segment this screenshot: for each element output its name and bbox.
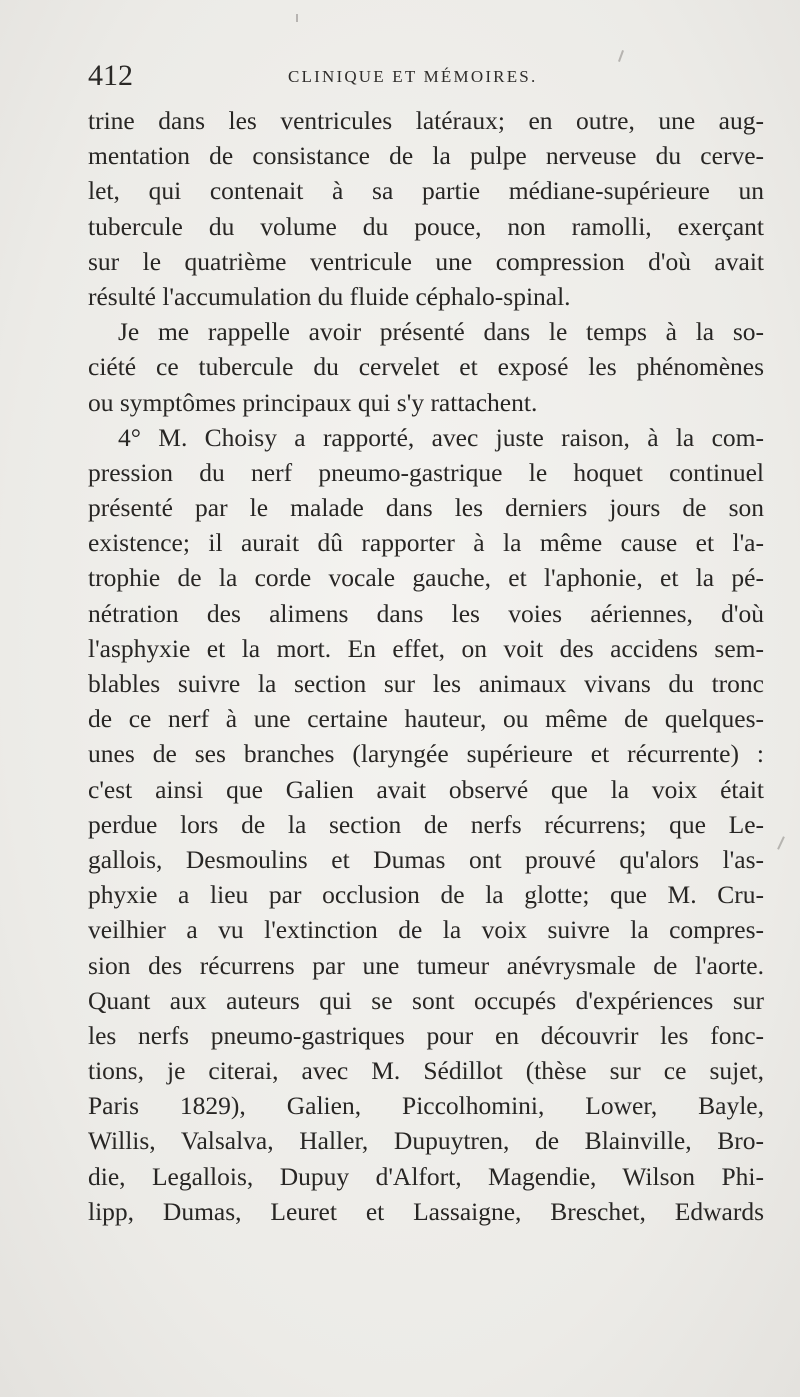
- text-line: blables suivre la section sur les animaux vivans du tronc: [88, 669, 764, 698]
- text-line: perdue lors de la section de nerfs récurrens; que Le-: [88, 809, 764, 839]
- page-number: 412: [88, 59, 133, 92]
- text-line: sur le quatrième ventricule une compression d'où avait: [88, 246, 764, 276]
- text-line: trine dans les ventricules latéraux; en outre, une aug-: [88, 106, 764, 135]
- text-line: pression du nerf pneumo-gastrique le hoquet continuel: [88, 457, 764, 487]
- text-line: mentation de consistance de la pulpe nerveuse du cerve-: [88, 141, 764, 171]
- paper-speck: [777, 836, 785, 850]
- text-line: résulté l'accumulation du fluide céphalo-spinal.: [88, 281, 571, 311]
- text-line: Quant aux auteurs qui se sont occupés d'expériences sur: [88, 985, 764, 1015]
- text-line: veilhier a vu l'extinction de la voix suivre la compres-: [88, 915, 764, 945]
- text-line: sion des récurrens par une tumeur anévrysmale de l'aorte.: [88, 950, 764, 980]
- text-line: lipp, Dumas, Leuret et Lassaigne, Breschet, Edwards: [88, 1196, 764, 1226]
- text-line: Willis, Valsalva, Haller, Dupuytren, de Blainville, Bro-: [88, 1126, 764, 1156]
- text-line: trophie de la corde vocale gauche, et l'aphonie, et la pé-: [88, 563, 764, 593]
- paper-speck: [296, 14, 298, 22]
- page-header: [88, 58, 768, 94]
- text-line: les nerfs pneumo-gastriques pour en découvrir les fonc-: [88, 1020, 764, 1050]
- text-line: Paris 1829), Galien, Piccolhomini, Lower, Bayle,: [88, 1091, 764, 1121]
- text-line: gallois, Desmoulins et Dumas ont prouvé qu'alors l'as-: [88, 844, 764, 874]
- text-line: c'est ainsi que Galien avait observé que la voix était: [88, 774, 764, 804]
- text-line: existence; il aurait dû rapporter à la même cause et l'a-: [88, 528, 764, 558]
- text-line: ciété ce tubercule du cervelet et exposé les phénomènes: [88, 352, 764, 382]
- text-line: ou symptômes principaux qui s'y rattachent.: [88, 387, 538, 417]
- text-line: 4° M. Choisy a rapporté, avec juste raison, à la com-: [118, 422, 764, 452]
- text-line: die, Legallois, Dupuy d'Alfort, Magendie, Wilson Phi-: [88, 1161, 764, 1191]
- text-line: unes de ses branches (laryngée supérieure et récurrente) :: [88, 739, 764, 769]
- body-text: [88, 103, 764, 1229]
- text-line: nétration des alimens dans les voies aériennes, d'où: [88, 598, 764, 628]
- text-line: l'asphyxie et la mort. En effet, on voit des accidens sem-: [88, 633, 764, 663]
- text-line: Je me rappelle avoir présenté dans le temps à la so-: [118, 317, 764, 347]
- text-line: phyxie a lieu par occlusion de la glotte; que M. Cru-: [88, 880, 764, 910]
- text-line: tions, je citerai, avec M. Sédillot (thèse sur ce sujet,: [88, 1056, 764, 1086]
- text-line: let, qui contenait à sa partie médiane-supérieure un: [88, 176, 764, 206]
- text-line: tubercule du volume du pouce, non ramolli, exerçant: [88, 211, 764, 241]
- text-line: présenté par le malade dans les derniers jours de son: [88, 493, 764, 523]
- running-head: CLINIQUE ET MÉMOIRES.: [288, 67, 538, 86]
- text-line: de ce nerf à une certaine hauteur, ou même de quelques-: [88, 704, 764, 734]
